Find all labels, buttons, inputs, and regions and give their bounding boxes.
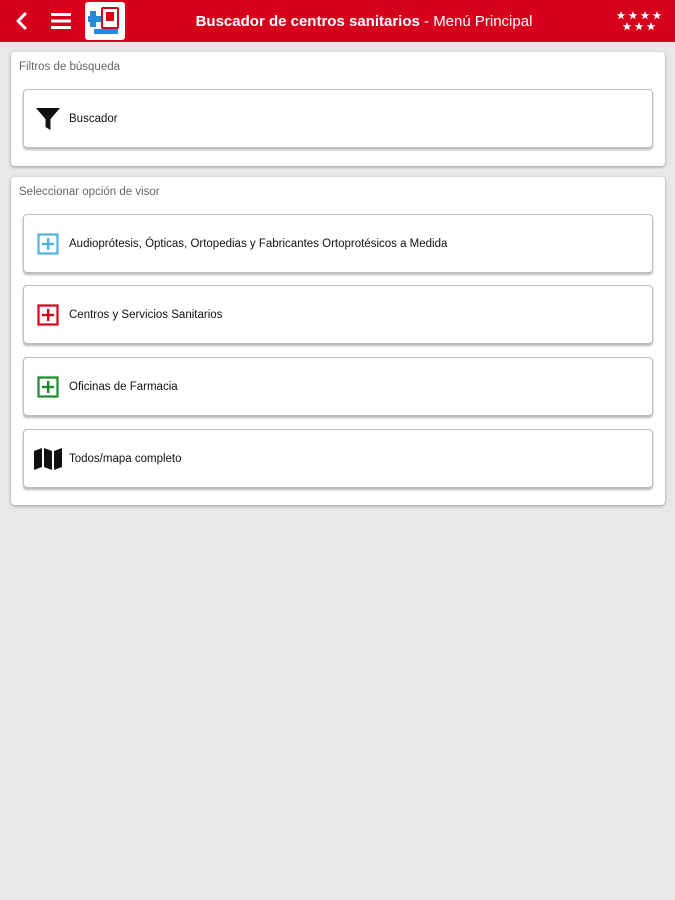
filters-panel-title: Filtros de búsqueda: [19, 61, 121, 73]
plus-box-icon: [37, 376, 59, 398]
centros-label: Centros y Servicios Sanitarios: [69, 308, 223, 321]
audioprotesis-label: Audioprótesis, Ópticas, Ortopedias y Fabricantes Ortoprotésicos a Medida: [69, 237, 448, 250]
filters-panel: [11, 52, 665, 166]
buscador-icon-wrap: [28, 89, 68, 148]
hamburger-menu-icon: [51, 13, 71, 29]
menu-button[interactable]: [42, 0, 80, 42]
centros-icon-wrap: [28, 285, 68, 344]
header-separator: -: [419, 12, 434, 30]
farmacia-icon-wrap: [28, 357, 68, 416]
todos-mapa-label: Todos/mapa completo: [69, 452, 182, 465]
app-bar: [0, 0, 675, 42]
audioprotesis-item[interactable]: [23, 214, 653, 273]
buscador-label: Buscador: [69, 112, 118, 125]
map-icon: [33, 447, 63, 471]
madrid-stars-icon: [617, 10, 665, 32]
centros-item[interactable]: [23, 285, 653, 344]
app-logo-icon: [88, 5, 122, 37]
header-subtitle: Menú Principal: [433, 12, 533, 30]
madrid-stars-logo: [613, 0, 669, 42]
buscador-item[interactable]: [23, 89, 653, 148]
back-button[interactable]: [0, 0, 42, 42]
farmacia-label: Oficinas de Farmacia: [69, 380, 178, 393]
farmacia-item[interactable]: [23, 357, 653, 416]
header-title: Buscador de centros sanitarios: [195, 12, 420, 30]
funnel-icon: [35, 106, 61, 132]
todos-mapa-item[interactable]: [23, 429, 653, 488]
plus-box-icon: [37, 304, 59, 326]
app-logo: [85, 2, 125, 40]
page-title: [125, 13, 613, 30]
viewer-panel: [11, 177, 665, 505]
audioprotesis-icon-wrap: [28, 214, 68, 273]
plus-box-icon: [37, 233, 59, 255]
viewer-panel-title: Seleccionar opción de visor: [19, 186, 160, 198]
todos-mapa-icon-wrap: [28, 429, 68, 488]
chevron-left-icon: [14, 12, 28, 30]
